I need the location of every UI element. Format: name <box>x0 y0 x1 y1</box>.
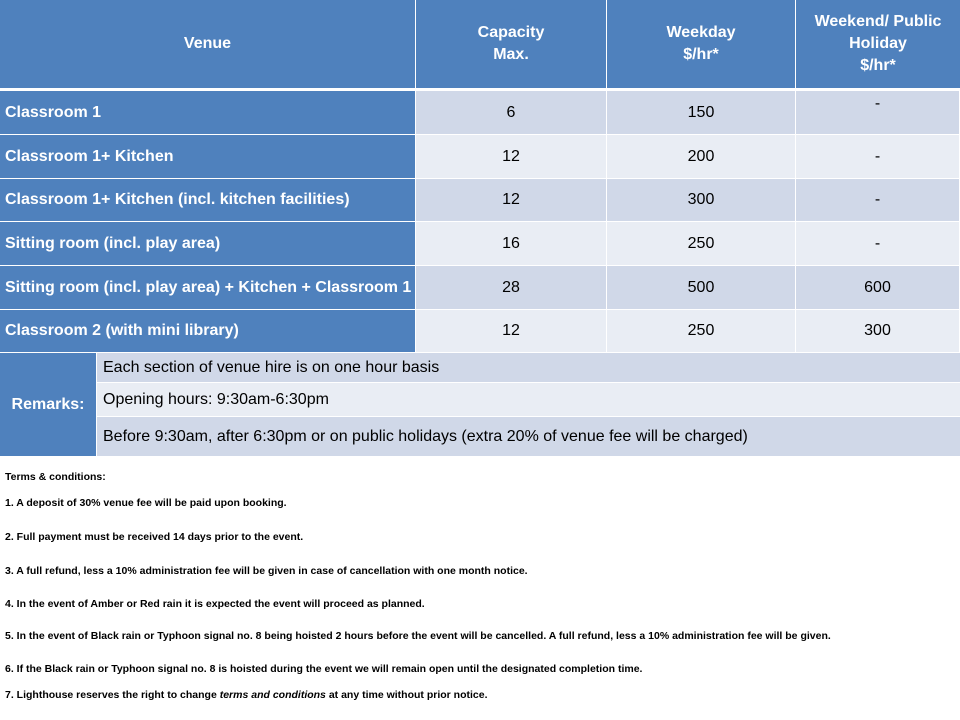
table-row <box>0 178 960 221</box>
capacity-value: 12 <box>416 135 607 178</box>
remark-item: Before 9:30am, after 6:30pm or on public holidays (extra 20% of venue fee will be charged) <box>96 416 960 456</box>
venue-name: Sitting room (incl. play area) <box>0 222 416 265</box>
header-capacity: Capacity Max. <box>416 0 607 88</box>
terms-title: Terms & conditions: <box>5 471 106 483</box>
terms-item: 4. In the event of Amber or Red rain it is expected the event will proceed as planned. <box>5 598 425 610</box>
weekend-rate: 600 <box>796 266 960 309</box>
venue-name: Classroom 2 (with mini library) <box>0 310 416 352</box>
venue-name: Classroom 1 <box>0 91 416 134</box>
table-row <box>0 265 960 309</box>
capacity-value: 6 <box>416 91 607 134</box>
weekday-rate: 200 <box>607 135 796 178</box>
weekend-rate: - <box>796 179 960 221</box>
remark-item: Each section of venue hire is on one hour basis <box>96 352 960 382</box>
venue-name: Classroom 1+ Kitchen (incl. kitchen facilities) <box>0 179 416 221</box>
terms-last-prefix: 7. Lighthouse reserves the right to change <box>5 689 220 701</box>
weekday-rate: 300 <box>607 179 796 221</box>
terms-last-emphasis: terms and conditions <box>219 689 326 701</box>
header-venue: Venue <box>0 0 416 88</box>
header-weekend: Weekend/ Public Holiday $/hr* <box>796 0 960 88</box>
capacity-value: 12 <box>416 310 607 352</box>
capacity-value: 16 <box>416 222 607 265</box>
table-row <box>0 90 960 134</box>
terms-last-suffix: at any time without prior notice. <box>325 689 488 701</box>
weekday-rate: 250 <box>607 222 796 265</box>
remark-item: Opening hours: 9:30am-6:30pm <box>96 382 960 416</box>
weekend-rate: - <box>796 91 960 134</box>
terms-item: 2. Full payment must be received 14 days prior to the event. <box>5 531 304 543</box>
table-row <box>0 134 960 178</box>
capacity-value: 12 <box>416 179 607 221</box>
remarks-label: Remarks: <box>0 352 96 456</box>
weekday-rate: 250 <box>607 310 796 352</box>
terms-item: 6. If the Black rain or Typhoon signal no. 8 is hoisted during the event we will remain open until the designated completion time. <box>5 663 643 675</box>
weekend-rate: 300 <box>796 310 960 352</box>
weekend-rate: - <box>796 135 960 178</box>
venue-name: Classroom 1+ Kitchen <box>0 135 416 178</box>
table-row <box>0 221 960 265</box>
terms-item: 3. A full refund, less a 10% administration fee will be given in case of cancellation with one month notice. <box>5 565 528 577</box>
table-row <box>0 309 960 352</box>
weekday-rate: 150 <box>607 91 796 134</box>
weekend-rate: - <box>796 222 960 265</box>
weekday-rate: 500 <box>607 266 796 309</box>
capacity-value: 28 <box>416 266 607 309</box>
venue-name: Sitting room (incl. play area) + Kitchen + Classroom 1 <box>0 266 416 309</box>
terms-item <box>5 689 488 701</box>
header-weekday: Weekday $/hr* <box>607 0 796 88</box>
terms-item: 1. A deposit of 30% venue fee will be paid upon booking. <box>5 497 287 509</box>
terms-item: 5. In the event of Black rain or Typhoon signal no. 8 being hoisted 2 hours before the event will be cancelled. A full refund, less a 10% administration fee will be given. <box>5 630 831 642</box>
